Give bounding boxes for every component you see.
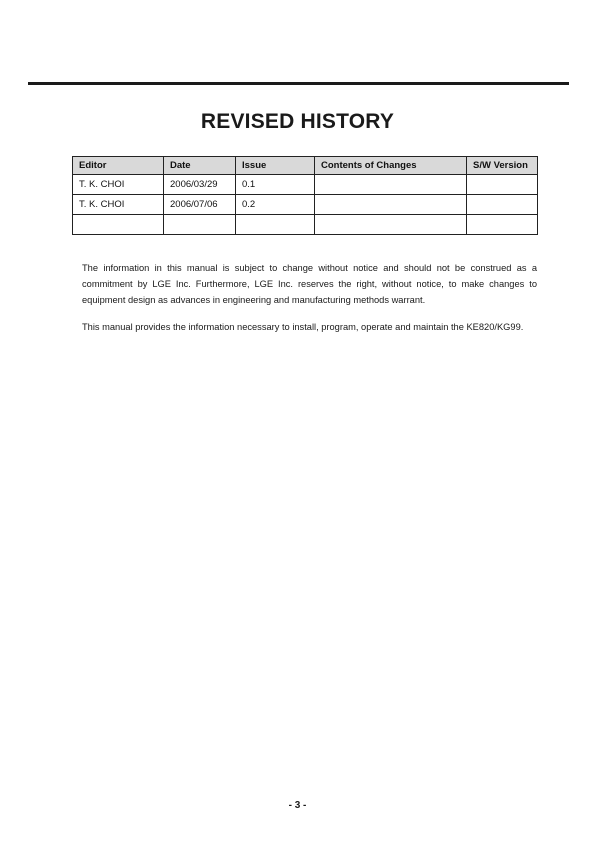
top-rule [28,82,569,85]
table-row [73,175,538,195]
cell-issue: 0.1 [236,175,315,195]
table-row [73,215,538,235]
header-editor: Editor [73,157,164,175]
cell-sw-version [467,215,538,235]
cell-contents-of-changes [315,215,467,235]
cell-contents-of-changes [315,175,467,195]
page-title: REVISED HISTORY [200,110,395,133]
cell-sw-version [467,195,538,215]
header-issue: Issue [236,157,315,175]
header-contents-of-changes: Contents of Changes [315,157,467,175]
cell-date: 2006/07/06 [164,195,236,215]
table-row [73,195,538,215]
cell-contents-of-changes [315,195,467,215]
disclaimer-paragraph: The information in this manual is subject to change without notice and should not be construed as a commitment by LGE Inc. Furthermore, LGE Inc. reserves the right, without notice, to make changes to equipment design as advances in engineering and manufacturing methods warrant. [82,263,537,306]
cell-editor [73,215,164,235]
cell-issue [236,215,315,235]
page-number: - 3 - [288,800,307,811]
revision-history-table [72,156,538,235]
cell-date [164,215,236,235]
cell-sw-version [467,175,538,195]
header-date: Date [164,157,236,175]
manual-purpose-paragraph: This manual provides the information necessary to install, program, operate and maintain the KE820/KG99. [82,322,524,333]
cell-date: 2006/03/29 [164,175,236,195]
cell-issue: 0.2 [236,195,315,215]
cell-editor: T. K. CHOI [73,195,164,215]
header-sw-version: S/W Version [467,157,538,175]
cell-editor: T. K. CHOI [73,175,164,195]
table-header-row [73,157,538,175]
